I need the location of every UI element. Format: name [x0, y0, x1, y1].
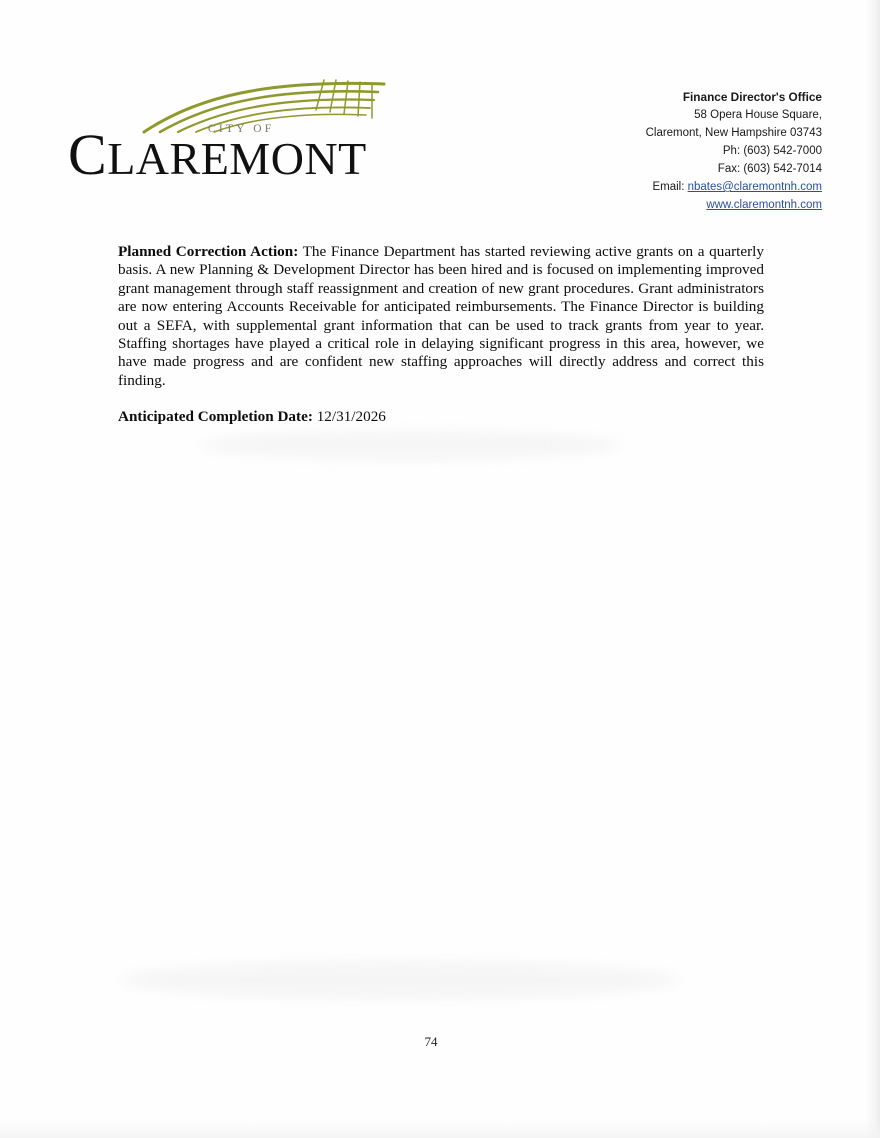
logo-claremont-text: CLAREMONT [68, 122, 367, 187]
city-logo [68, 78, 388, 187]
phone-number: Ph: (603) 542-7000 [722, 145, 822, 157]
email-link[interactable]: nbates@claremontnh.com [687, 181, 822, 193]
page-number [0, 1034, 880, 1050]
anticipated-completion-label: Anticipated Completion Date: [118, 408, 313, 426]
email-row [502, 178, 822, 196]
letterhead [0, 0, 880, 230]
planned-correction-paragraph [118, 243, 764, 390]
scan-smudge [200, 430, 620, 460]
office-name: Finance Director's Office [682, 90, 822, 104]
address-line-2: Claremont, New Hampshire 03743 [645, 127, 822, 139]
anticipated-completion-value: 12/31/2026 [316, 408, 386, 426]
logo-city-of-text: CITY OF [208, 123, 275, 135]
planned-correction-text: The Finance Department has started reviewing active grants on a quarterly basis. A new Planning & Development Director has been hired and is focused on implementing improved grant management through staff reassignment and creation of new grant procedures. Grant administrators are now entering Accounts Receivable for anticipated reimbursements. The Finance Director is building out a SEFA, with supplemental grant information that can be used to track grants from year to year. Staffing shortages have played a critical role in delaying significant progress in this area, however, we have made progress and are confident new staffing approaches will directly address and correct this finding. [118, 243, 764, 389]
address-line-1: 58 Opera House Square, [694, 109, 822, 121]
email-label: Email: [652, 181, 685, 193]
scan-edge-bottom [0, 1120, 880, 1138]
website-row [502, 196, 822, 214]
document-body [118, 243, 764, 427]
fax-number: Fax: (603) 542-7014 [717, 163, 822, 175]
planned-correction-label: Planned Correction Action: [118, 243, 299, 260]
scan-smudge [120, 960, 680, 1000]
anticipated-completion-line [118, 408, 764, 426]
contact-block [502, 88, 822, 214]
scan-edge-right [866, 0, 880, 1138]
page-number-value: 74 [424, 1034, 438, 1049]
website-link[interactable]: www.claremontnh.com [706, 199, 822, 211]
